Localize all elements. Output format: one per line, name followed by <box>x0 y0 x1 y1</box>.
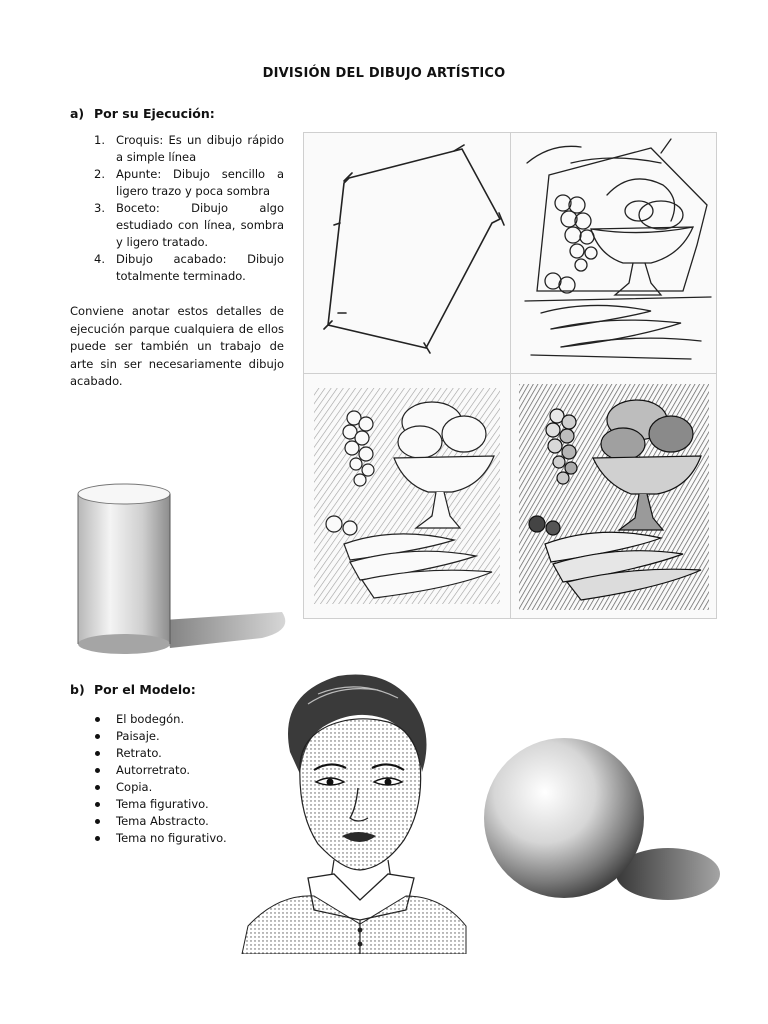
list-item-text: Croquis: Es un dibujo rápido a simple línea <box>116 133 284 164</box>
section-b-marker: b) <box>70 682 85 697</box>
section-a-heading-text: Por su Ejecución: <box>94 106 215 121</box>
croquis-sketch-illustration <box>304 133 510 373</box>
execution-note: Conviene anotar estos detalles de ejecución parque cualquiera de ellos puede ser también un trabajo de arte sin ser necesariamente dibujo acabado. <box>70 304 284 388</box>
list-item: Tema Abstracto. <box>92 813 227 830</box>
list-item: El bodegón. <box>92 711 227 728</box>
section-a-heading <box>70 106 215 121</box>
section-b-heading-text: Por el Modelo: <box>94 682 196 697</box>
list-item: Autorretrato. <box>92 762 227 779</box>
still-life-panels <box>303 132 717 619</box>
section-a-marker: a) <box>70 106 85 121</box>
list-item-number: 2. <box>94 167 105 181</box>
list-item <box>92 251 284 285</box>
cylinder-drawing-illustration <box>62 480 296 660</box>
list-item <box>92 166 284 200</box>
list-item: Tema no figurativo. <box>92 830 227 847</box>
list-item <box>92 132 284 166</box>
execution-list <box>92 132 284 285</box>
list-item: Retrato. <box>92 745 227 762</box>
sphere-drawing-illustration <box>478 730 724 916</box>
list-item: Copia. <box>92 779 227 796</box>
section-b-heading <box>70 682 196 697</box>
acabado-drawing-illustration <box>511 374 716 618</box>
boceto-sketch-illustration <box>304 374 510 618</box>
list-item-text: Apunte: Dibujo sencillo a ligero trazo y poca sombra <box>116 167 284 198</box>
list-item-text: Boceto: Dibujo algo estudiado con línea, sombra y ligero tratado. <box>116 201 284 249</box>
page-title: DIVISIÓN DEL DIBUJO ARTÍSTICO <box>262 66 506 81</box>
list-item-text: Dibujo acabado: Dibujo totalmente terminado. <box>116 252 284 283</box>
list-item: Paisaje. <box>92 728 227 745</box>
list-item-number: 3. <box>94 201 105 215</box>
apunte-sketch-illustration <box>511 133 716 373</box>
list-item-number: 1. <box>94 133 105 147</box>
list-item-number: 4. <box>94 252 105 266</box>
list-item: Tema figurativo. <box>92 796 227 813</box>
list-item <box>92 200 284 251</box>
portrait-drawing-illustration <box>238 664 470 954</box>
model-list <box>92 711 227 847</box>
